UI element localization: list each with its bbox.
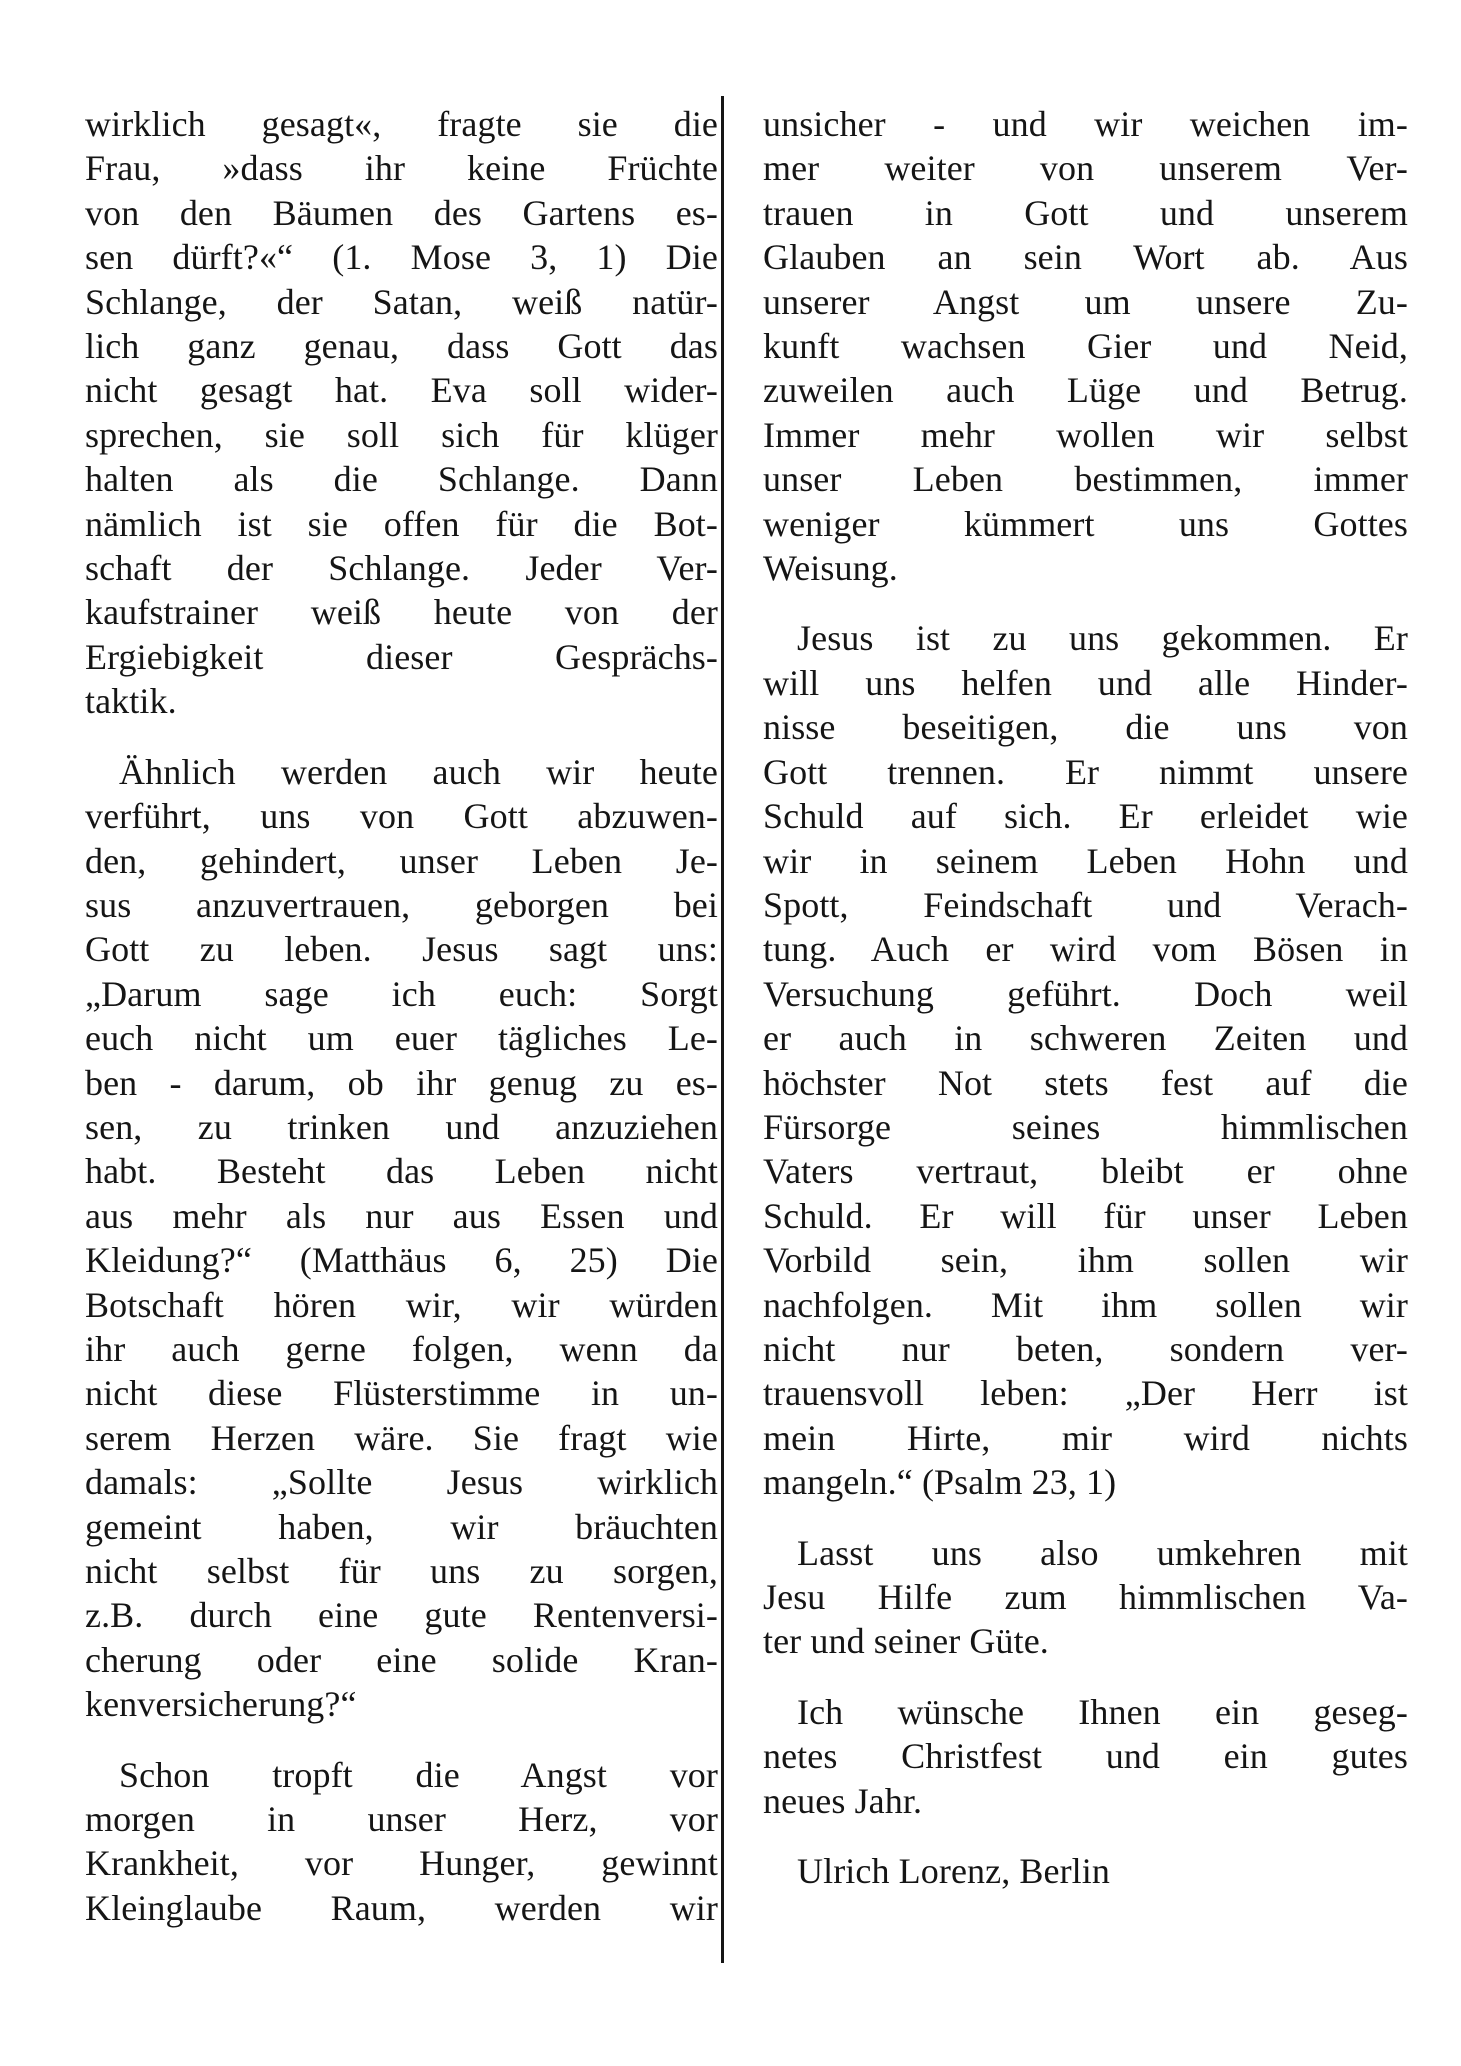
text-line: wir in seinem Leben Hohn und — [763, 840, 1408, 881]
text-line: Spott, Feindschaft und Verach- — [763, 884, 1408, 925]
text-line: Immer mehr wollen wir selbst — [763, 414, 1408, 455]
text-line: z.B. durch eine gute Rentenversi- — [85, 1595, 718, 1636]
text-line: habt. Besteht das Leben nicht — [85, 1151, 718, 1192]
right-text-column — [763, 102, 1408, 1893]
text-line: Fürsorge seines himmlischen — [763, 1106, 1408, 1147]
text-line: unser Leben bestimmen, immer — [763, 459, 1408, 500]
text-line: mangeln.“ (Psalm 23, 1) — [763, 1462, 1117, 1503]
paragraph — [763, 616, 1408, 1504]
text-line: Schon tropft die Angst vor — [119, 1754, 718, 1795]
text-line: lich ganz genau, dass Gott das — [85, 326, 718, 367]
text-line: Schuld. Er will für unser Leben — [763, 1195, 1408, 1236]
paragraph — [763, 102, 1408, 590]
text-line: Versuchung geführt. Doch weil — [763, 973, 1408, 1014]
text-line: Glauben an sein Wort ab. Aus — [763, 237, 1408, 278]
text-line: taktik. — [85, 681, 177, 722]
text-line: Kleinglaube Raum, werden wir — [85, 1887, 718, 1928]
text-line: ben - darum, ob ihr genug zu es- — [85, 1062, 718, 1103]
text-line: Schlange, der Satan, weiß natür- — [85, 281, 718, 322]
text-line: er auch in schweren Zeiten und — [763, 1018, 1408, 1059]
text-line: den, gehindert, unser Leben Je- — [85, 840, 718, 881]
text-line: kunft wachsen Gier und Neid, — [763, 326, 1408, 367]
text-line: ihr auch gerne folgen, wenn da — [85, 1328, 718, 1369]
text-line: Vorbild sein, ihm sollen wir — [763, 1240, 1408, 1281]
text-line: sprechen, sie soll sich für klüger — [85, 414, 718, 455]
text-line: trauen in Gott und unserem — [763, 192, 1408, 233]
text-line: Ähnlich werden auch wir heute — [119, 751, 718, 792]
text-line: nicht gesagt hat. Eva soll wider- — [85, 370, 718, 411]
text-line: mer weiter von unserem Ver- — [763, 148, 1408, 189]
text-line: gemeint haben, wir bräuchten — [85, 1506, 718, 1547]
text-line: Ergiebigkeit dieser Gesprächs- — [85, 636, 718, 677]
paragraph — [763, 1531, 1408, 1664]
paragraph — [763, 1690, 1408, 1823]
paragraph — [85, 750, 718, 1727]
text-line: will uns helfen und alle Hinder- — [763, 662, 1408, 703]
text-line: cherung oder eine solide Kran- — [85, 1639, 718, 1680]
text-line: nicht nur beten, sondern ver- — [763, 1328, 1408, 1369]
text-line: ter und seiner Güte. — [763, 1621, 1049, 1662]
text-line: Jesu Hilfe zum himmlischen Va- — [763, 1577, 1408, 1617]
text-line: netes Christfest und ein gutes — [763, 1736, 1408, 1777]
text-line: neues Jahr. — [763, 1780, 923, 1821]
text-line: nicht diese Flüsterstimme in un- — [85, 1373, 718, 1414]
text-line: euch nicht um euer tägliches Le- — [85, 1018, 718, 1059]
text-line: Schuld auf sich. Er erleidet wie — [763, 796, 1408, 837]
text-line: Krankheit, vor Hunger, gewinnt — [85, 1843, 718, 1884]
text-line: kenversicherung?“ — [85, 1684, 357, 1725]
text-line: Gott zu leben. Jesus sagt uns: — [85, 929, 718, 970]
text-line: sus anzuvertrauen, geborgen bei — [85, 884, 718, 925]
text-line: Botschaft hören wir, wir würden — [85, 1284, 718, 1325]
text-line: Frau, »dass ihr keine Früchte — [85, 148, 718, 189]
text-line: weniger kümmert uns Gottes — [763, 503, 1408, 544]
text-line: mein Hirte, mir wird nichts — [763, 1417, 1408, 1458]
text-line: Vaters vertraut, bleibt er ohne — [763, 1151, 1408, 1192]
text-line: aus mehr als nur aus Essen und — [85, 1195, 718, 1236]
text-line: serem Herzen wäre. Sie fragt wie — [85, 1417, 718, 1458]
text-line: wirklich gesagt«, fragte sie die — [85, 104, 718, 144]
text-line: nisse beseitigen, die uns von — [763, 707, 1408, 748]
text-line: kaufstrainer weiß heute von der — [85, 592, 718, 633]
text-line: tung. Auch er wird vom Bösen in — [763, 929, 1408, 970]
text-line: morgen in unser Herz, vor — [85, 1799, 718, 1840]
text-line: nachfolgen. Mit ihm sollen wir — [763, 1284, 1408, 1325]
text-line: Kleidung?“ (Matthäus 6, 25) Die — [85, 1240, 718, 1281]
text-line: „Darum sage ich euch: Sorgt — [85, 973, 718, 1014]
text-line: schaft der Schlange. Jeder Ver- — [85, 548, 718, 589]
text-line: Jesus ist zu uns gekommen. Er — [797, 618, 1408, 659]
text-line: Weisung. — [763, 548, 898, 589]
text-line: höchster Not stets fest auf die — [763, 1062, 1408, 1103]
text-line: von den Bäumen des Gartens es- — [85, 192, 718, 233]
text-line: Ich wünsche Ihnen ein geseg- — [797, 1691, 1408, 1732]
text-line: trauensvoll leben: „Der Herr ist — [763, 1373, 1408, 1414]
text-line: halten als die Schlange. Dann — [85, 459, 718, 500]
text-line: Gott trennen. Er nimmt unsere — [763, 751, 1408, 792]
paragraph — [763, 1849, 1408, 1893]
text-line: unserer Angst um unsere Zu- — [763, 281, 1408, 322]
text-line: verführt, uns von Gott abzuwen- — [85, 796, 718, 837]
text-line: nämlich ist sie offen für die Bot- — [85, 503, 718, 544]
left-text-column — [85, 102, 718, 1930]
paragraph — [85, 1753, 718, 1931]
column-divider-rule — [721, 96, 724, 1963]
text-line: damals: „Sollte Jesus wirklich — [85, 1462, 718, 1503]
text-line: zuweilen auch Lüge und Betrug. — [763, 370, 1408, 411]
paragraph — [85, 102, 718, 724]
text-line: nicht selbst für uns zu sorgen, — [85, 1551, 718, 1591]
text-line: Lasst uns also umkehren mit — [797, 1532, 1408, 1573]
text-line: sen dürft?«“ (1. Mose 3, 1) Die — [85, 237, 718, 278]
text-line: sen, zu trinken und anzuziehen — [85, 1106, 718, 1147]
text-line: Ulrich Lorenz, Berlin — [797, 1851, 1110, 1892]
text-line: unsicher - und wir weichen im- — [763, 104, 1408, 144]
